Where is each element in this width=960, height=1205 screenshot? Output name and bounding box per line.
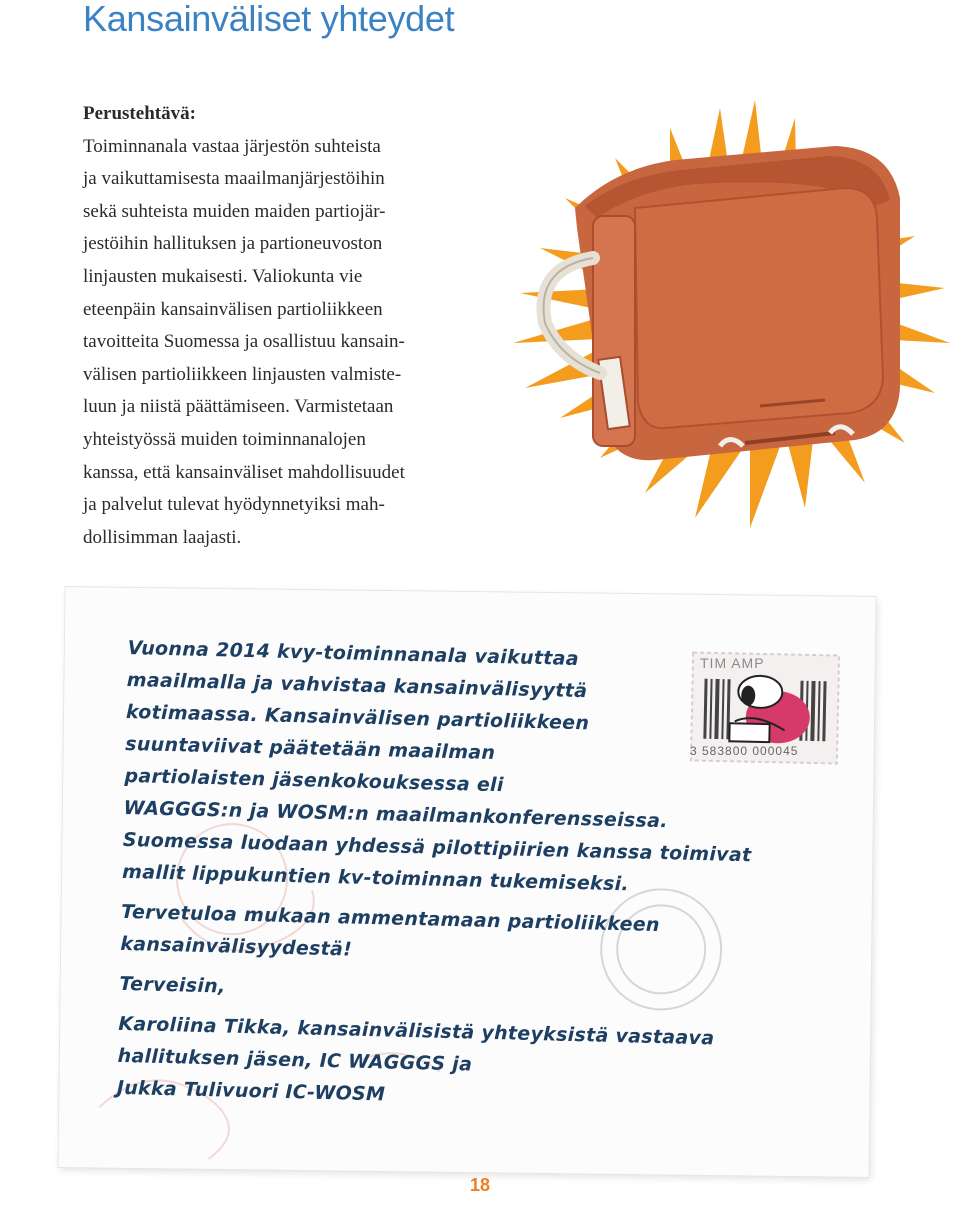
intro-line: luun ja niistä päättämiseen. Varmistetaan: [83, 396, 394, 418]
intro-heading: Perustehtävä:: [83, 103, 196, 124]
message-line: Suomessa luodaan yhdessä pilottipiirien kanssa toimivat: [122, 828, 752, 867]
page-title: Kansainväliset yhteydet: [83, 0, 455, 39]
intro-line: eteenpäin kansainvälisen partioliikkeen: [83, 298, 383, 320]
postcard-message: [116, 632, 827, 1121]
backpack: [544, 146, 900, 460]
intro-line: linjausten mukaisesti. Valiokunta vie: [83, 265, 363, 287]
stamp-number: 3 583800 000045: [690, 744, 799, 758]
page-number: 18: [469, 1175, 491, 1195]
message-line: kotimaassa. Kansainvälisen partioliikkeen: [125, 700, 590, 735]
intro-line: kanssa, että kansainväliset mahdollisuudet: [83, 461, 405, 483]
intro-line: yhteistyössä muiden toiminnanalojen: [83, 428, 366, 450]
intro-line: Toiminnanala vastaa järjestön suhteista: [83, 135, 381, 157]
intro-line: ja vaikuttamisesta maailmanjärjestöihin: [83, 168, 385, 190]
welcome-line: kansainvälisyydestä!: [120, 932, 353, 961]
intro-text: [83, 98, 513, 554]
intro-line: tavoitteita Suomessa ja osallistuu kansain-: [83, 331, 405, 353]
stamp-text: TIM AMP: [700, 655, 765, 671]
message-line: mallit lippukuntien kv-toiminnan tukemiseksi.: [121, 860, 630, 896]
signature-line: Karoliina Tikka, kansainvälisistä yhteyksistä vastaava: [118, 1012, 715, 1050]
welcome-line: Tervetuloa mukaan ammentamaan partioliikkeen: [120, 900, 661, 937]
message-line: WAGGGS:n ja WOSM:n maailmankonferensseissa.: [123, 796, 669, 833]
message-line: suuntaviivat päätetään maailman: [124, 732, 496, 765]
intro-line: ja palvelut tulevat hyödynnetyiksi mah-: [83, 494, 385, 516]
message-line: maailmalla ja vahvistaa kansainvälisyyttä: [126, 668, 588, 703]
backpack-illustration: [505, 88, 960, 558]
intro-line: välisen partioliikkeen linjausten valmiste-: [83, 363, 402, 385]
signature-line: hallituksen jäsen, IC WAGGGS ja: [117, 1044, 473, 1076]
intro-line: dollisimman laajasti.: [83, 526, 242, 548]
intro-line: jestöihin hallituksen ja partioneuvoston: [83, 233, 383, 255]
message-line: partiolaisten jäsenkokouksessa eli: [124, 764, 504, 797]
greeting: Terveisin,: [119, 972, 226, 998]
message-line: Vuonna 2014 kvy-toiminnanala vaikuttaa: [127, 636, 580, 671]
signature-line: Jukka Tulivuori IC-WOSM: [116, 1076, 386, 1106]
intro-line: sekä suhteista muiden maiden partiojär-: [83, 200, 386, 222]
